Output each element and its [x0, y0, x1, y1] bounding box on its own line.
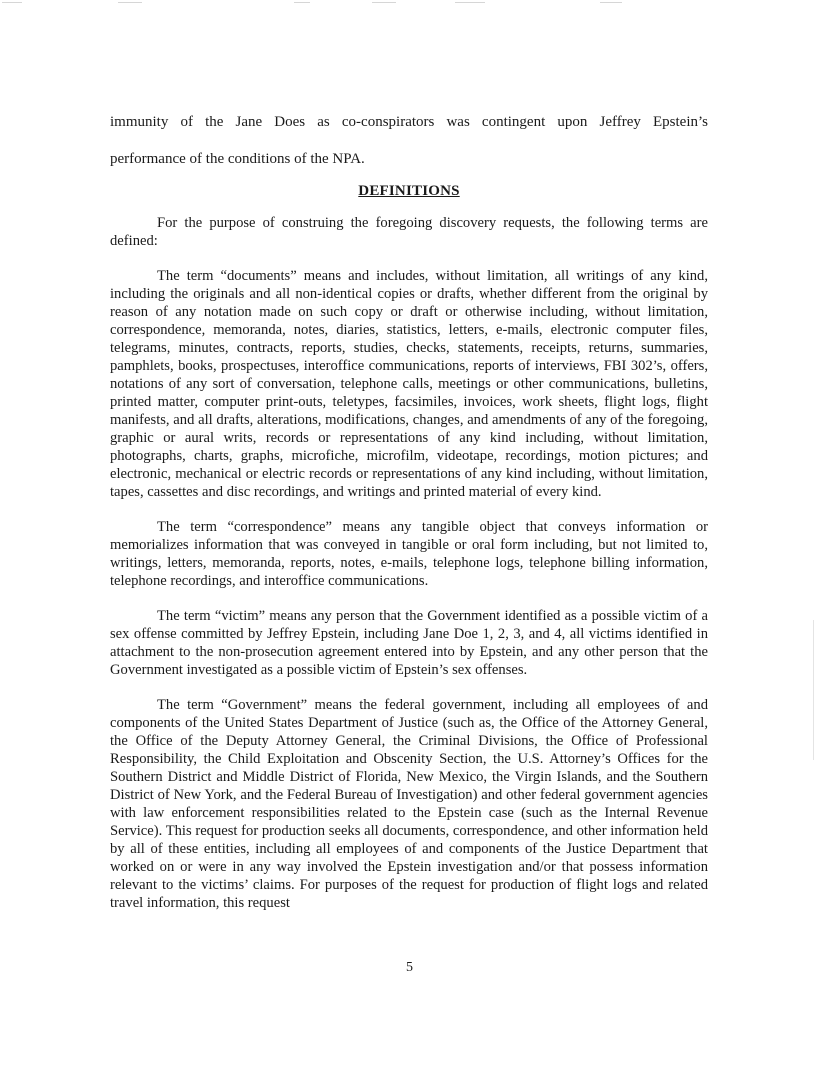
- paragraph-correspondence-definition: The term “correspondence” means any tangible object that conveys information or memorializes information that was conveyed in tangible or oral form including, but not limited to, writings, letters, memoranda, reports, notes, e-mails, telephone logs, telephone billing information, telephone recordings, and interoffice communications.: [110, 519, 708, 589]
- scan-artifacts: [0, 0, 819, 10]
- page-number: 5: [406, 960, 413, 975]
- paragraph-purpose: For the purpose of construing the foregoing discovery requests, the following terms are defined:: [110, 215, 708, 249]
- section-heading: DEFINITIONS: [358, 183, 460, 199]
- paragraph-documents-definition: The term “documents” means and includes, without limitation, all writings of any kind, including the originals and all non-identical copies or drafts, whether different from the original by reason of any notation made on such copy or draft or otherwise including, without limitation, correspondence, memoranda, notes, diaries, statistics, letters, e-mails, electronic computer files, telegrams, minutes, contracts, reports, studies, checks, statements, receipts, returns, summaries, pamphlets, books, prospectuses, interoffice communications, reports of interviews, FBI 302’s, offers, notations of any sort of conversation, telephone calls, meetings or other communications, bulletins, printed matter, computer print-outs, teletypes, facsimiles, invoices, work sheets, flight logs, flight manifests, and all drafts, alterations, modifications, changes, and amendments of any of the foregoing, graphic or aural writs, records or representations of any kind including, without limitation, photographs, charts, graphs, microfiche, microfilm, videotape, recordings, motion pictures; and electronic, mechanical or electric records or representations of any kind including, without limitation, tapes, cassettes and disc recordings, and writings and printed material of every kind.: [110, 268, 708, 500]
- scan-edge-line: [813, 620, 814, 760]
- paragraph-victim-definition: The term “victim” means any person that the Government identified as a possible victim of a sex offense committed by Jeffrey Epstein, including Jane Doe 1, 2, 3, and 4, all victims identified in attachment to the non-prosecution agreement entered into by Epstein, and any other person that the Government investigated as a possible victim of Epstein’s sex offenses.: [110, 608, 708, 678]
- paragraph-government-definition: The term “Government” means the federal government, including all employees of and components of the United States Department of Justice (such as, the Office of the Attorney General, the Office of the Deputy Attorney General, the Criminal Divisions, the Office of Professional Responsibility, the Child Exploitation and Obscenity Section, the U.S. Attorney’s Offices for the Southern District and Middle District of Florida, New Mexico, the Virgin Islands, and the Southern District of New York, and the Federal Bureau of Investigation) and other federal government agencies with law enforcement responsibilities related to the Epstein case (such as the Internal Revenue Service). This request for production seeks all documents, correspondence, and other information held by all of these entities, including all employees of and components of the Justice Department that worked on or were in any way involved the Epstein investigation and/or that possess information relevant to the victims’ claims. For purposes of the request for production of flight logs and related travel information, this request: [110, 697, 708, 911]
- intro-line-1: immunity of the Jane Does as co-conspirators was contingent upon Jeffrey Epstein’s: [110, 114, 708, 130]
- intro-line-2: performance of the conditions of the NPA.: [110, 151, 365, 167]
- document-page: [110, 104, 708, 929]
